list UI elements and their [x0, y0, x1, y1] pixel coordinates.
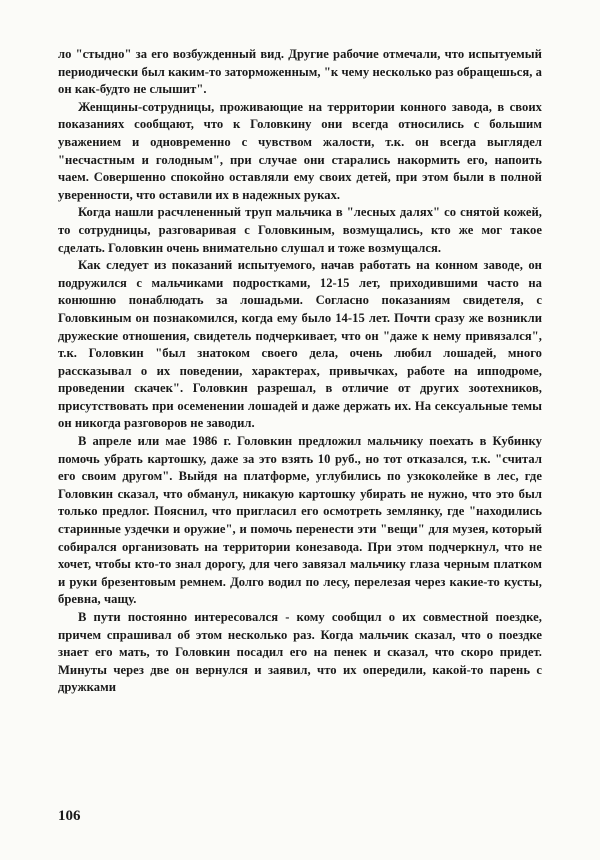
- paragraph-5: В апреле или мае 1986 г. Головкин предложил мальчику поехать в Кубинку помочь убрать картошку, даже за это взять 10 руб., но тот отказался, т.к. "считал его своим другом". Выйдя на платформе, углубились по узкоколейке в лес, где Головкин сказал, что обманул, никакую картошку убирать не нужно, что это был только предлог. Пояснил, что пригласил его осмотреть землянку, где "находились старинные уздечки и оружие", и помочь перенести эти "вещи" для музея, который собирался организовать на территории конезавода. При этом подчеркнул, что не хочет, чтобы кто-то знал дорогу, для чего завязал мальчику глаза черным платком и руки брезентовым ремнем. Долго водил по лесу, перелезая через какие-то кусты, бревна, чащу.: [58, 434, 542, 607]
- paragraph-3: Когда нашли расчлененный труп мальчика в "лесных далях" со снятой кожей, то сотрудницы, разговаривая с Головкиным, возмущались, кто же мог такое сделать. Головкин очень внимательно слушал и тоже возмущался.: [58, 205, 542, 255]
- paragraph-1: ло "стыдно" за его возбужденный вид. Другие рабочие отмечали, что испытуемый периодически был каким-то заторможенным, "к чему несколько раз обращешься, а он как-будто не слышит".: [58, 47, 542, 97]
- paragraph-6: В пути постоянно интересовался - кому сообщил о их совместной поездке, причем спрашивал об этом несколько раз. Когда мальчик сказал, что о поездке знает его мать, то Головкин посадил его на пенек и сказал, что скоро придет. Минуты через две он вернулся и заявил, что их опередили, какой-то парень с дружками: [58, 610, 542, 695]
- paragraph-4: Как следует из показаний испытуемого, начав работать на конном заводе, он подружился с мальчиками подростками, 12-15 лет, приходившими часто на конюшню понаблюдать за лошадьми. Согласно показаниям свидетеля, с Головкиным он познакомился, когда ему было 14-15 лет. Почти сразу же возникли дружеские отношения, свидетель подчеркивает, что он "даже к нему привязался", т.к. Головкин "был знатоком своего дела, очень любил лошадей, много рассказывал о их поведении, характерах, привычках, работе на ипподроме, проведении скачек". Головкин разрешал, в отличие от других зоотехников, присутствовать при осеменении лошадей и даже держать их. На сексуальные темы он никогда разговоров не заводил.: [58, 258, 542, 431]
- page-number: 106: [58, 808, 81, 824]
- paragraph-2: Женщины-сотрудницы, проживающие на территории конного завода, в своих показаниях сообщают, что к Головкину они всегда относились с большим уважением и одновременно с чувством жалости, т.к. он всегда выглядел "несчастным и голодным", при случае они старались накормить его, напоить чаем. Совершенно спокойно оставляли ему своих детей, при этом были в полной уверенности, что оставили их в надежных руках.: [58, 99, 542, 202]
- body-text: [58, 46, 542, 697]
